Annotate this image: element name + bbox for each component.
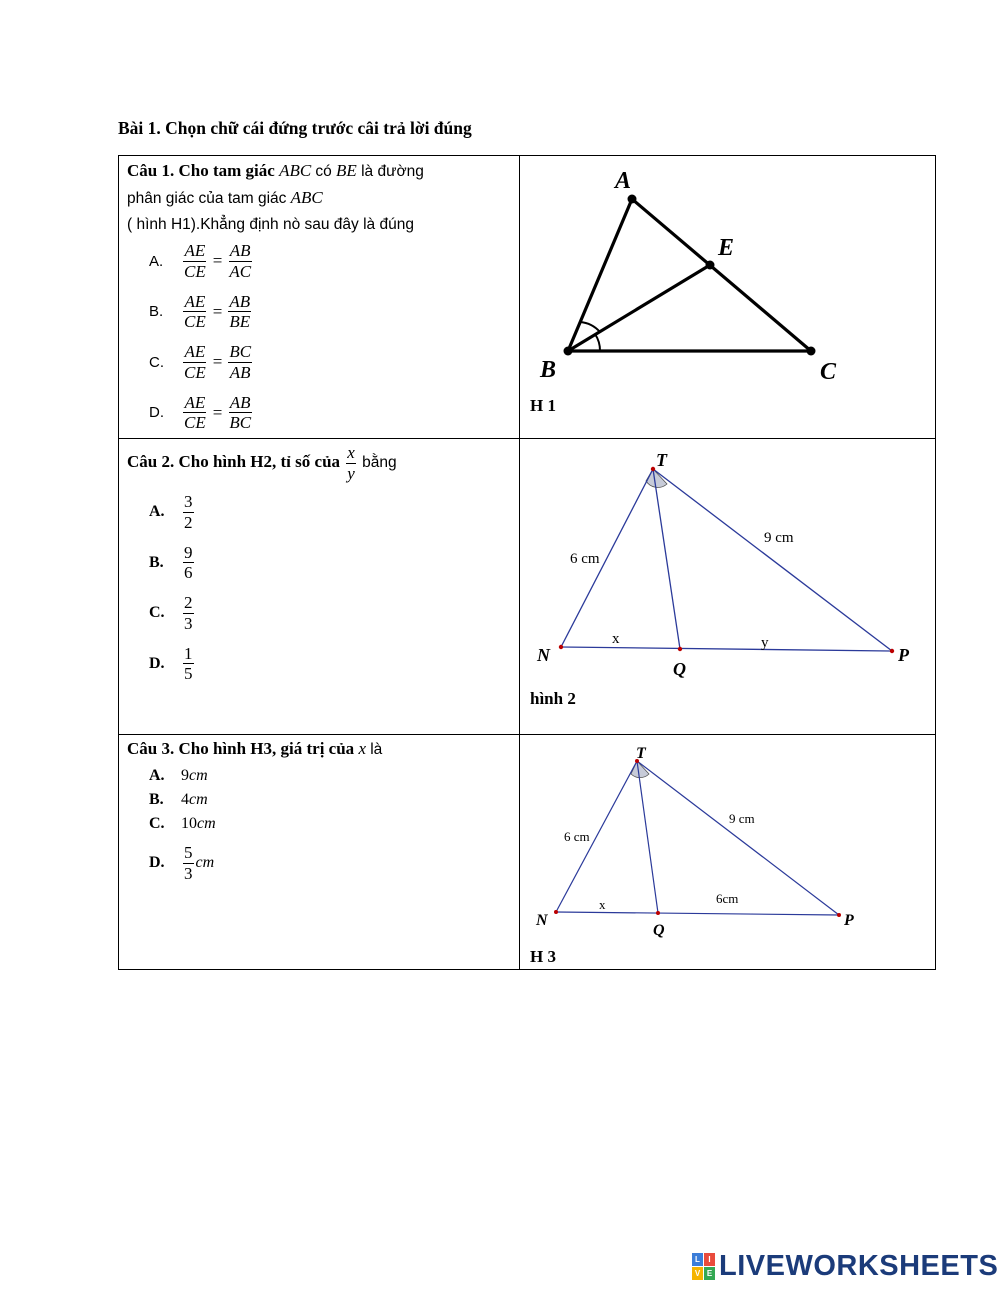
q1-option-right-frac — [228, 393, 252, 433]
q3-option-d-den: 3 — [184, 863, 193, 883]
q1-line2: phân giác của tam giác — [127, 190, 287, 207]
figure-1-cell — [520, 156, 936, 439]
q1-option-right-frac-den: AC — [229, 261, 252, 281]
segment-tp — [653, 469, 892, 651]
q3-option-d-frac — [183, 843, 194, 883]
liveworksheets-logo[interactable] — [692, 1250, 998, 1283]
q1-option-label: B. — [149, 303, 164, 321]
q1-be: BE — [336, 161, 357, 180]
figure-2-caption: hình 2 — [530, 689, 576, 708]
q1-option-right-frac — [228, 292, 251, 332]
q2-option-frac — [183, 543, 194, 583]
point-q — [656, 911, 660, 915]
label-x: x — [599, 897, 606, 912]
logo-icon-tile: V — [692, 1267, 703, 1280]
figure-3-caption: H 3 — [530, 947, 556, 966]
q1-line1-rest: là đường — [361, 163, 424, 180]
q1-option-right-frac — [228, 241, 252, 281]
segment-np — [556, 912, 839, 915]
logo-icon-tile: I — [704, 1253, 715, 1266]
q2-option-d[interactable] — [149, 639, 519, 690]
figure-h2 — [520, 439, 935, 735]
q3-var: x — [358, 739, 366, 758]
q1-option-left-frac-den: CE — [184, 362, 206, 382]
q3-option-value: 9 — [181, 767, 189, 784]
q2-option-frac-den: 6 — [184, 563, 193, 583]
q3-option-d[interactable] — [149, 836, 519, 890]
q2-lead: Câu 2. Cho hình H2, tỉ số của — [127, 451, 341, 471]
q1-option-right-frac-den: BE — [229, 312, 251, 332]
q2-option-label: D. — [149, 654, 165, 672]
logo-icon-tile: E — [704, 1267, 715, 1280]
angle-arc-2 — [595, 334, 600, 351]
label-x: x — [612, 631, 620, 647]
q1-tri: ABC — [279, 161, 312, 180]
q1-line2-tri: ABC — [290, 188, 323, 207]
q1-option-right-frac-den: BC — [229, 413, 252, 433]
label-tp-length: 9 cm — [729, 811, 755, 826]
q3-option-d-label: D. — [149, 854, 165, 871]
label-q: Q — [673, 659, 686, 679]
q1-option-left-frac — [183, 342, 207, 382]
equals-sign: = — [212, 402, 223, 422]
label-b: B — [540, 357, 557, 383]
point-p — [890, 649, 894, 653]
logo-icon — [692, 1253, 715, 1280]
q3-lead: Câu 3. Cho hình H3, giá trị của — [127, 739, 355, 758]
q2-option-label: C. — [149, 604, 165, 622]
question-row-1 — [119, 156, 936, 439]
q2-option-frac — [183, 644, 194, 684]
q3-option-label: C. — [149, 815, 165, 832]
label-t: T — [636, 745, 646, 762]
q1-stem-line2 — [127, 185, 511, 212]
label-a: A — [615, 168, 632, 194]
segment-tq — [637, 761, 658, 913]
q1-option-right-frac-num: AB — [229, 241, 251, 261]
question-1-cell — [119, 156, 520, 439]
q3-option-c[interactable] — [149, 812, 519, 836]
label-y: y — [761, 635, 769, 651]
logo-text: LIVEWORKSHEETS — [719, 1250, 999, 1282]
angle-arc-1 — [580, 322, 600, 332]
q2-option-frac-den: 5 — [184, 664, 193, 684]
point-q — [678, 647, 682, 651]
q1-option-label: C. — [149, 353, 164, 371]
question-3-cell — [119, 735, 520, 970]
q3-option-b[interactable] — [149, 788, 519, 812]
point-n — [554, 910, 558, 914]
q1-option-left-frac — [183, 393, 207, 433]
q1-option-left-frac — [183, 292, 207, 332]
point-a — [628, 195, 637, 204]
q2-option-a[interactable] — [149, 487, 519, 538]
figure-h1 — [520, 156, 935, 433]
figure-3-cell — [520, 735, 936, 970]
q2-option-frac-num: 1 — [184, 643, 193, 663]
equals-sign: = — [212, 352, 223, 372]
q1-option-right-frac-num: AB — [229, 392, 251, 412]
q1-line3: ( hình H1).Khẳng định nò sau đây là đúng — [127, 216, 414, 233]
q3-option-unit: cm — [197, 815, 216, 832]
q1-co: có — [315, 163, 332, 180]
label-tp-length: 9 cm — [764, 530, 794, 546]
label-e: E — [718, 235, 735, 261]
label-n: N — [537, 645, 550, 665]
q3-option-unit: cm — [189, 767, 208, 784]
q1-option-left-frac-num: AE — [184, 342, 206, 362]
segment-ac — [632, 199, 811, 351]
q1-lead: Câu 1. Cho tam giác — [127, 161, 275, 180]
segment-np — [561, 647, 892, 651]
label-tn-length: 6 cm — [564, 829, 590, 844]
q2-option-frac — [183, 593, 194, 633]
q1-option-right-frac-num: AB — [229, 291, 251, 311]
q2-ratio-num: x — [347, 443, 355, 462]
point-c — [807, 347, 816, 356]
q2-tail: bằng — [362, 453, 397, 471]
exercise-heading: Bài 1. Chọn chữ cái đứng trước câi trả lời đúng — [118, 118, 472, 138]
segment-ab — [568, 199, 632, 351]
q1-option-left-frac-num: AE — [184, 392, 206, 412]
question-row-2 — [119, 439, 936, 735]
label-p: P — [844, 912, 854, 929]
label-tn-length: 6 cm — [570, 551, 600, 567]
q1-stem-line1 — [127, 158, 511, 185]
q3-option-d-unit: cm — [195, 854, 215, 871]
figure-1-caption: H 1 — [530, 396, 556, 415]
q1-option-right-frac-num: BC — [229, 342, 252, 362]
q1-option-label: A. — [149, 252, 164, 270]
q2-option-frac-den: 2 — [184, 512, 193, 532]
q3-option-value: 10 — [181, 815, 197, 832]
q1-option-right-frac-den: AB — [229, 362, 251, 382]
q2-ratio-den: y — [347, 463, 355, 483]
question-row-3 — [119, 735, 936, 970]
q2-option-frac-num: 2 — [184, 593, 193, 613]
q2-option-label: A. — [149, 503, 165, 521]
segment-tq — [653, 469, 680, 649]
q1-option-left-frac-den: CE — [184, 312, 206, 332]
figure-h3 — [520, 735, 935, 970]
label-t: T — [656, 450, 667, 470]
q2-option-b[interactable] — [149, 538, 519, 589]
q1-option-a[interactable] — [149, 236, 519, 287]
q1-option-left-frac-den: CE — [184, 413, 206, 433]
q1-option-left-frac-num: AE — [184, 241, 206, 261]
q1-option-left-frac-den: CE — [184, 261, 206, 281]
segment-be — [568, 265, 710, 351]
q2-option-label: B. — [149, 553, 164, 571]
q2-option-c[interactable] — [149, 588, 519, 639]
point-n — [559, 645, 563, 649]
label-p: P — [898, 645, 909, 665]
logo-icon-tile: L — [692, 1253, 703, 1266]
q2-option-frac — [183, 492, 194, 532]
q3-option-unit: cm — [189, 791, 208, 808]
question-table — [118, 155, 936, 970]
q1-option-left-frac-num: AE — [184, 291, 206, 311]
q3-tail: là — [370, 741, 383, 758]
point-b — [564, 347, 573, 356]
q2-ratio — [346, 443, 356, 483]
q3-option-label: A. — [149, 767, 165, 784]
q1-option-left-frac — [183, 241, 207, 281]
q3-option-value: 4 — [181, 791, 189, 808]
label-c: C — [820, 359, 837, 385]
q2-option-frac-num: 3 — [184, 492, 193, 512]
q3-option-a[interactable] — [149, 764, 519, 788]
label-q: Q — [653, 922, 665, 939]
q1-option-label: D. — [149, 404, 164, 422]
label-qp-length: 6cm — [716, 891, 739, 906]
q2-option-frac-num: 9 — [184, 542, 193, 562]
figure-2-cell — [520, 439, 936, 735]
q3-option-d-num: 5 — [184, 842, 193, 862]
q3-option-label: B. — [149, 791, 164, 808]
label-n: N — [536, 912, 548, 929]
equals-sign: = — [212, 251, 223, 271]
equals-sign: = — [212, 301, 223, 321]
q1-option-b[interactable] — [149, 287, 519, 338]
q1-option-d[interactable] — [149, 388, 519, 439]
point-t — [651, 467, 655, 471]
q1-option-right-frac — [228, 342, 252, 382]
q2-option-frac-den: 3 — [184, 613, 193, 633]
q1-option-c[interactable] — [149, 337, 519, 388]
point-e — [706, 261, 715, 270]
question-2-cell — [119, 439, 520, 735]
point-p — [837, 913, 841, 917]
